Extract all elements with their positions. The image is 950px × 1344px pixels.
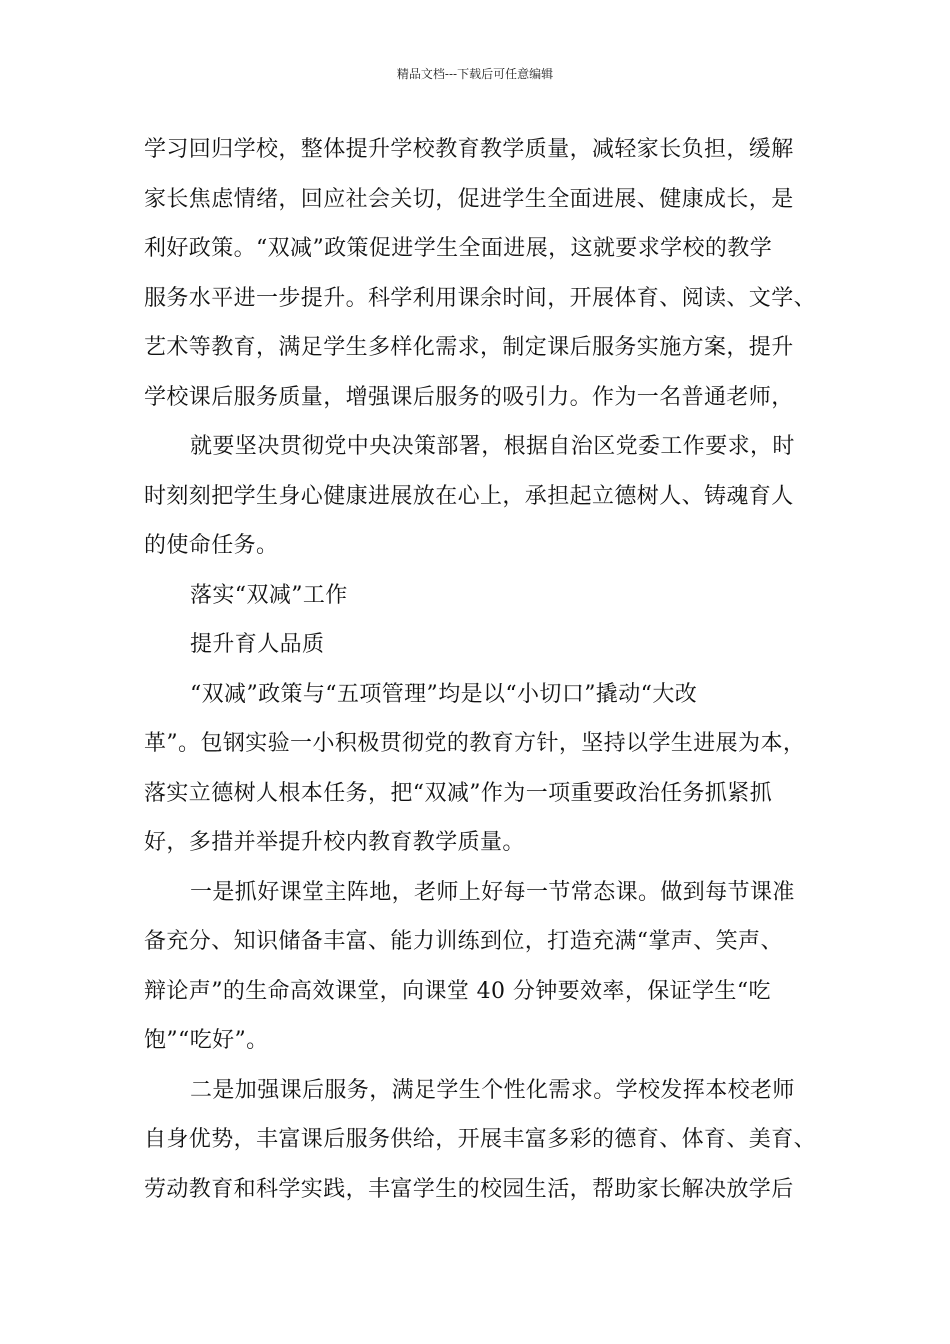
- text-line: 的使命任务。: [144, 533, 279, 558]
- text-line: 落实立德树人根本任务，把“双减”作为一项重要政治任务抓紧抓: [144, 780, 773, 806]
- text-line: 时刻刻把学生身心健康进展放在心上，承担起立德树人、铸魂育人: [144, 483, 794, 509]
- text-line: 家长焦虑情绪，回应社会关切，促进学生全面进展、健康成长，是: [144, 186, 794, 212]
- text-line: 辩论声”的生命高效课堂，向课堂 40 分钟要效率，保证学生“吃: [144, 978, 771, 1004]
- text-line: 落实“双减”工作: [190, 582, 348, 608]
- text-line: 自身优势，丰富课后服务供给，开展丰富多彩的德育、体育、美育、: [144, 1127, 817, 1152]
- text-line: 革”。包钢实验一小积极贯彻党的教育方针，坚持以学生进展为本，: [144, 731, 806, 756]
- text-line: 二是加强课后服务，满足学生个性化需求。学校发挥本校老师: [190, 1077, 795, 1103]
- text-line: 饱”“吃好”。: [144, 1028, 269, 1053]
- text-line: 一是抓好课堂主阵地，老师上好每一节常态课。做到每节课准: [190, 879, 795, 905]
- text-line: 劳动教育和科学实践，丰富学生的校园生活，帮助家长解决放学后: [144, 1176, 794, 1202]
- text-line: 好，多措并举提升校内教育教学质量。: [144, 830, 525, 855]
- text-line: 学习回归学校，整体提升学校教育教学质量，减轻家长负担，缓解: [144, 137, 794, 162]
- body-text: [144, 131, 834, 1220]
- text-line: 利好政策。“双减”政策促进学生全面进展，这就要求学校的教学: [144, 236, 773, 261]
- text-line: 就要坚决贯彻党中央决策部署，根据自治区党委工作要求，时: [190, 434, 795, 459]
- text-line: “双减”政策与“五项管理”均是以“小切口”撬动“大改: [190, 681, 698, 707]
- text-line: 提升育人品质: [190, 632, 325, 657]
- text-line: 艺术等教育，满足学生多样化需求，制定课后服务实施方案，提升: [144, 335, 794, 360]
- text-line: 服务水平进一步提升。科学利用课余时间，开展体育、阅读、文学、: [144, 285, 817, 311]
- text-line: 学校课后服务质量，增强课后服务的吸引力。作为一名普通老师，: [144, 384, 794, 410]
- page-header: 精品文档---下载后可任意编辑: [396, 67, 554, 81]
- text-line: 备充分、知识储备丰富、能力训练到位，打造充满“掌声、笑声、: [144, 929, 783, 954]
